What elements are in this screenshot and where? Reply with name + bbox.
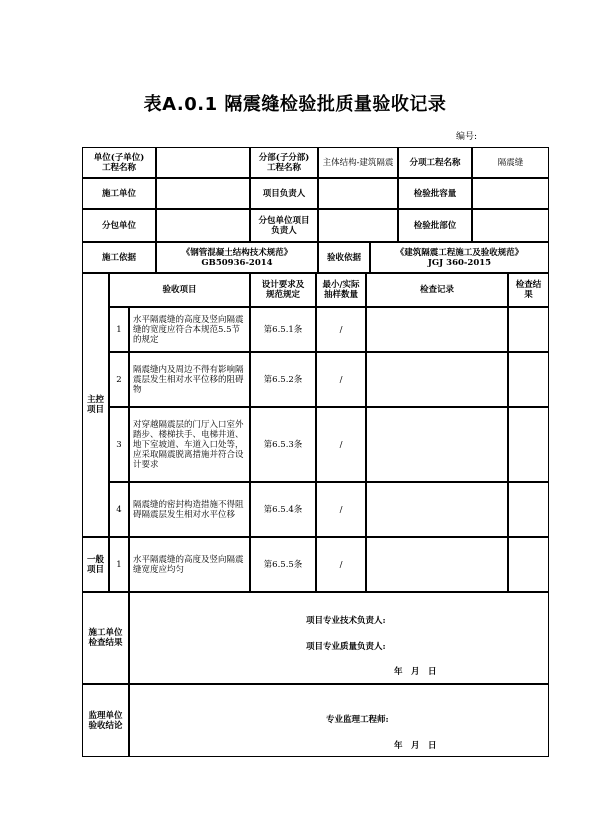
item-clause — [250, 407, 316, 482]
subcontractor-label — [82, 209, 156, 242]
construction-check-label-text: 施工单位 检查结果 — [88, 628, 123, 648]
batch-location-value[interactable] — [472, 209, 549, 242]
subcontractor-label-text: 分包单位 — [101, 220, 136, 231]
item-description — [129, 352, 250, 407]
general-item-description-text: 水平隔震缝的高度及竖向隔震缝宽度应均匀 — [133, 554, 244, 575]
column-sample-header-text: 最小/实际 抽样数量 — [322, 280, 360, 300]
supervising-engineer-signature-label: 专业监理工程师: — [326, 715, 389, 725]
subcontractor-value[interactable] — [156, 209, 250, 242]
general-item-sample-text: / — [339, 559, 343, 570]
item-clause — [250, 352, 316, 407]
main-control-label — [82, 273, 109, 537]
page-title: 表A.0.1 隔震缝检验批质量验收记录 — [143, 94, 447, 115]
item-sample — [316, 482, 366, 537]
item-record[interactable] — [366, 352, 508, 407]
batch-capacity-label-text: 检验批容量 — [413, 188, 457, 199]
item-result[interactable] — [508, 352, 549, 407]
item-record[interactable] — [366, 482, 508, 537]
item-sample-text: / — [339, 439, 343, 450]
supervision-label-text: 监理单位 验收结论 — [88, 710, 123, 731]
item-number-text: 2 — [116, 374, 122, 385]
supervision-box[interactable] — [129, 684, 549, 757]
basis-label-text: 施工依据 — [101, 252, 136, 263]
construction-date-label: 年 月 日 — [394, 667, 437, 677]
sub-division-value-text: 主体结构-建筑隔震 — [322, 157, 394, 168]
sub-item-label-text: 分项工程名称 — [409, 157, 461, 168]
basis-value-text: 《钢管混凝土结构技术规范》 GB50936-2014 — [181, 247, 293, 268]
project-manager-value[interactable] — [318, 178, 398, 209]
item-clause — [250, 307, 316, 352]
construction-check-box[interactable] — [129, 592, 549, 684]
item-record[interactable] — [366, 307, 508, 352]
batch-location-label — [398, 209, 472, 242]
sub-item-label — [398, 147, 472, 178]
item-sample — [316, 407, 366, 482]
general-item-result[interactable] — [508, 537, 549, 592]
item-sample — [316, 307, 366, 352]
item-clause-text: 第6.5.3条 — [263, 439, 303, 450]
supervision-date-label: 年 月 日 — [394, 741, 437, 751]
basis-value — [156, 242, 318, 273]
item-number-text: 3 — [116, 439, 122, 450]
item-number — [109, 352, 129, 407]
item-sample-text: / — [339, 504, 343, 515]
item-description — [129, 407, 250, 482]
item-description-text: 隔震缝的密封构造措施不得阻碍隔震层发生相对水平位移 — [133, 499, 244, 520]
item-description — [129, 482, 250, 537]
general-label — [82, 537, 109, 592]
item-number-text: 4 — [116, 504, 122, 515]
unit-name-label-text: 单位(子单位) 工程名称 — [93, 152, 145, 173]
item-number — [109, 482, 129, 537]
column-design-header-text: 设计要求及 规范规定 — [261, 280, 305, 300]
general-label-text: 一般 项目 — [86, 554, 104, 575]
item-sample-text: / — [339, 374, 343, 385]
item-clause-text: 第6.5.1条 — [263, 324, 303, 335]
item-sample-text: / — [339, 324, 343, 335]
quality-lead-signature-label: 项目专业质量负责人: — [306, 642, 386, 652]
item-number — [109, 307, 129, 352]
item-description — [129, 307, 250, 352]
subcontractor-pm-label — [250, 209, 318, 242]
general-item-record[interactable] — [366, 537, 508, 592]
constructor-label — [82, 178, 156, 209]
acceptance-basis-value — [370, 242, 549, 273]
project-manager-label — [250, 178, 318, 209]
general-item-number-text: 1 — [116, 559, 122, 570]
tech-lead-signature-label: 项目专业技术负责人: — [306, 616, 386, 626]
item-number — [109, 407, 129, 482]
sub-item-value[interactable] — [472, 147, 549, 178]
general-item-description — [129, 537, 250, 592]
column-sample-header — [316, 273, 366, 307]
batch-location-label-text: 检验批部位 — [413, 220, 457, 231]
unit-name-label — [82, 147, 156, 178]
column-item-header-text: 验收项目 — [162, 285, 197, 295]
form-grid — [82, 147, 549, 757]
item-record[interactable] — [366, 407, 508, 482]
item-description-text: 隔震缝内及周边不得有影响隔震层发生相对水平位移的阻碍物 — [133, 364, 244, 395]
document-number-label: 编号: — [456, 132, 478, 142]
general-item-sample — [316, 537, 366, 592]
item-clause-text: 第6.5.2条 — [263, 374, 303, 385]
main-control-label-text: 主控 项目 — [86, 395, 104, 415]
item-result[interactable] — [508, 482, 549, 537]
general-item-clause-text: 第6.5.5条 — [263, 559, 303, 570]
subcontractor-pm-value[interactable] — [318, 209, 398, 242]
item-clause — [250, 482, 316, 537]
project-manager-label-text: 项目负责人 — [262, 188, 306, 199]
batch-capacity-label — [398, 178, 472, 209]
sub-item-value-text: 隔震缝 — [497, 157, 524, 168]
column-item-header — [109, 273, 250, 307]
supervision-label — [82, 684, 129, 757]
column-record-header — [366, 273, 508, 307]
column-result-header — [508, 273, 549, 307]
sub-division-label-text: 分部(子分部) 工程名称 — [258, 152, 310, 173]
general-item-clause — [250, 537, 316, 592]
constructor-value[interactable] — [156, 178, 250, 209]
unit-name-value[interactable] — [156, 147, 250, 178]
acceptance-basis-label — [318, 242, 370, 273]
column-record-header-text: 检查记录 — [419, 285, 454, 295]
general-item-number — [109, 537, 129, 592]
column-result-header-text: 检查结果 — [515, 280, 542, 300]
item-description-text: 对穿越隔震层的门厅入口室外踏步、楼梯扶手、电梯井道、地下室坡道、车道入口处等，应采取隔震脱离措施并符合设计要求 — [133, 419, 244, 470]
acceptance-basis-label-text: 验收依据 — [326, 252, 361, 263]
subcontractor-pm-label-text: 分包单位项目 负责人 — [258, 215, 310, 236]
column-design-header — [250, 273, 316, 307]
item-sample — [316, 352, 366, 407]
item-clause-text: 第6.5.4条 — [263, 504, 303, 515]
item-description-text: 水平隔震缝的高度及竖向隔震缝的宽度应符合本规范5.5节的规定 — [133, 314, 244, 345]
constructor-label-text: 施工单位 — [101, 188, 136, 199]
batch-capacity-value[interactable] — [472, 178, 549, 209]
construction-check-label — [82, 592, 129, 684]
acceptance-basis-value-text: 《建筑隔震工程施工及验收规范》 JGJ 360-2015 — [395, 247, 524, 268]
item-number-text: 1 — [116, 324, 122, 335]
basis-label — [82, 242, 156, 273]
item-result[interactable] — [508, 407, 549, 482]
sub-division-label — [250, 147, 318, 178]
sub-division-value[interactable] — [318, 147, 398, 178]
item-result[interactable] — [508, 307, 549, 352]
